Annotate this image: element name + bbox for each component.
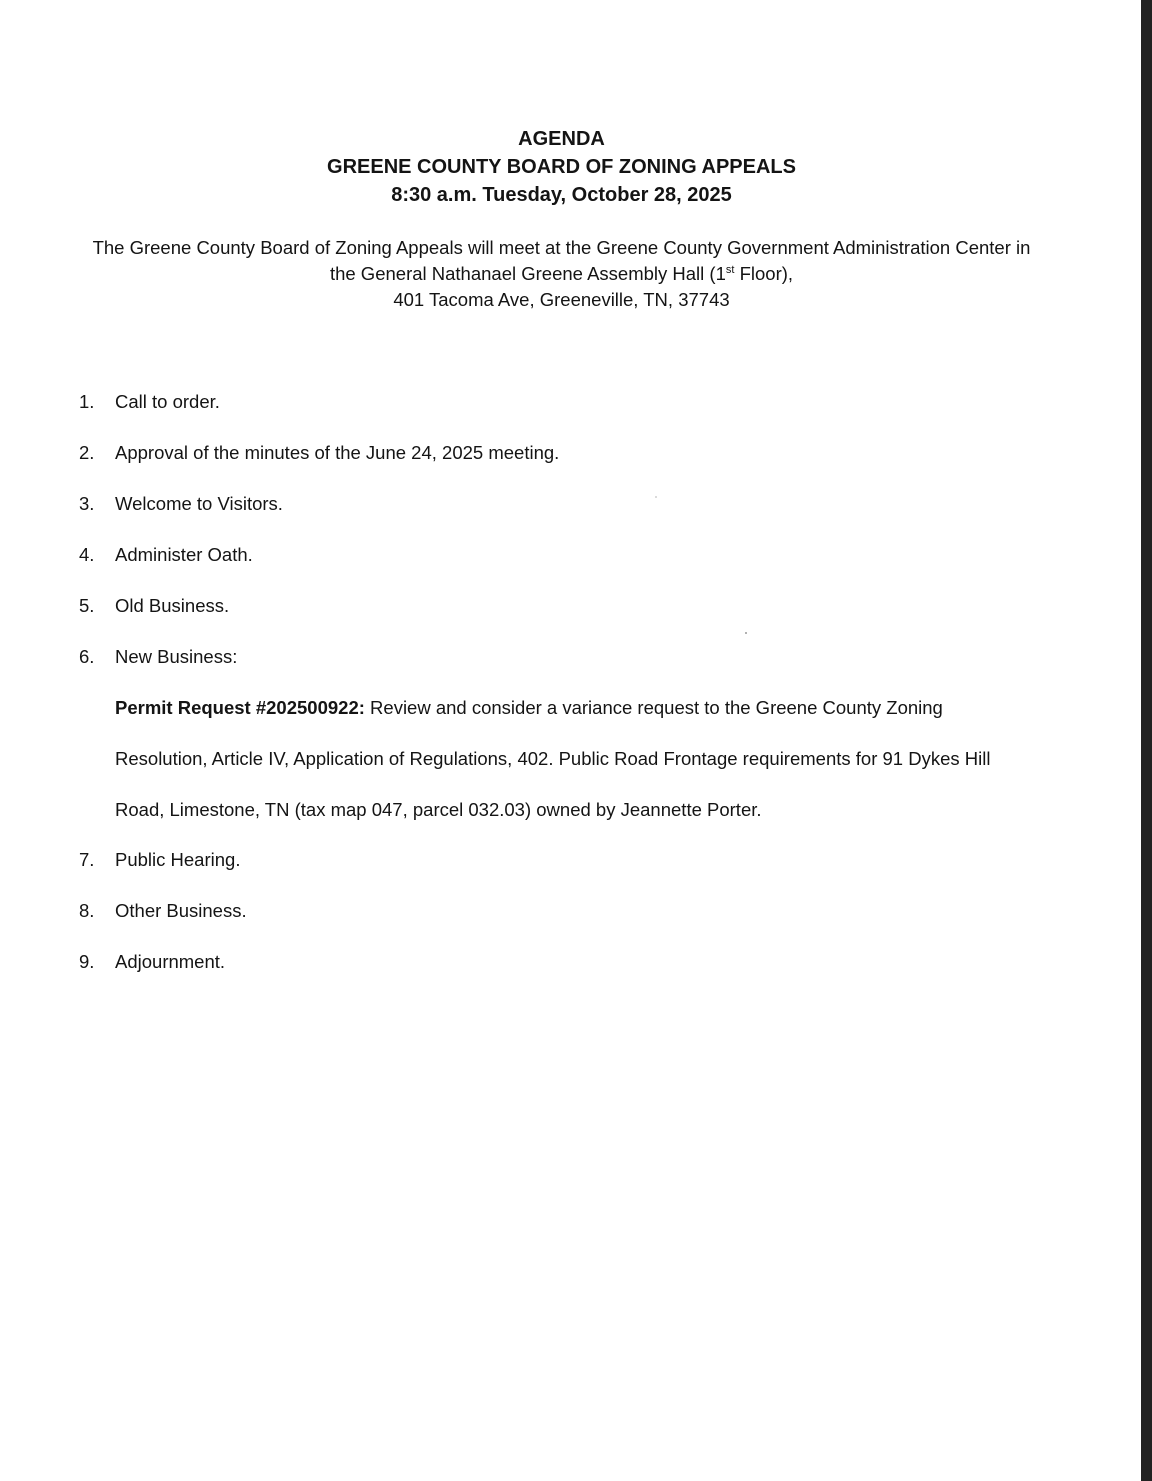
agenda-item-text: Other Business. bbox=[115, 900, 247, 921]
agenda-item bbox=[79, 542, 253, 568]
intro-line-2 bbox=[0, 261, 1123, 287]
permit-request-text: Review and consider a variance request to the Greene County Zoning bbox=[364, 697, 943, 718]
agenda-item-text: Approval of the minutes of the June 24, 2025 meeting. bbox=[115, 442, 560, 463]
agenda-item-number: 8. bbox=[79, 900, 95, 921]
agenda-item bbox=[79, 949, 225, 975]
agenda-item-text: Old Business. bbox=[115, 595, 230, 616]
agenda-item-text: Welcome to Visitors. bbox=[115, 493, 283, 514]
agenda-item-number: 2. bbox=[79, 442, 95, 463]
intro-line-2-end: Floor), bbox=[734, 263, 794, 284]
permit-request-line-1 bbox=[115, 695, 943, 721]
agenda-item-number: 4. bbox=[79, 544, 95, 565]
agenda-item bbox=[79, 898, 247, 924]
agenda-item-number: 6. bbox=[79, 646, 95, 667]
scan-speck bbox=[655, 496, 657, 498]
scan-edge-strip bbox=[1141, 0, 1152, 1481]
ordinal-suffix: st bbox=[725, 263, 735, 276]
meeting-datetime: 8:30 a.m. Tuesday, October 28, 2025 bbox=[391, 184, 732, 206]
agenda-item bbox=[79, 593, 229, 619]
agenda-item-text: New Business: bbox=[115, 646, 238, 667]
permit-request-label: Permit Request #202500922: bbox=[115, 697, 365, 718]
agenda-item-number: 5. bbox=[79, 595, 95, 616]
agenda-item-number: 9. bbox=[79, 951, 95, 972]
intro-line-1: The Greene County Board of Zoning Appeals will meet at the Greene County Government Administration Center in bbox=[92, 237, 1031, 258]
permit-request-line-3: Road, Limestone, TN (tax map 047, parcel 032.03) owned by Jeannette Porter. bbox=[115, 799, 762, 820]
scan-speck bbox=[745, 632, 747, 634]
agenda-item bbox=[79, 847, 240, 873]
agenda-item-number: 3. bbox=[79, 493, 95, 514]
agenda-item bbox=[79, 440, 559, 466]
permit-request-line-2: Resolution, Article IV, Application of Regulations, 402. Public Road Frontage requirements for 91 Dykes Hill bbox=[115, 748, 991, 769]
meeting-address: 401 Tacoma Ave, Greeneville, TN, 37743 bbox=[393, 289, 730, 310]
agenda-item-number: 1. bbox=[79, 391, 95, 412]
board-name: GREENE COUNTY BOARD OF ZONING APPEALS bbox=[327, 156, 796, 178]
agenda-item bbox=[79, 491, 283, 517]
agenda-item bbox=[79, 644, 237, 670]
agenda-item-number: 7. bbox=[79, 849, 95, 870]
agenda-title: AGENDA bbox=[518, 128, 605, 150]
agenda-item-text: Administer Oath. bbox=[115, 544, 253, 565]
agenda-item-text: Adjournment. bbox=[115, 951, 226, 972]
agenda-item-text: Public Hearing. bbox=[115, 849, 241, 870]
agenda-item-text: Call to order. bbox=[115, 391, 220, 412]
intro-line-2-start: the General Nathanael Greene Assembly Hall (1 bbox=[329, 263, 726, 284]
agenda-item bbox=[79, 389, 220, 415]
